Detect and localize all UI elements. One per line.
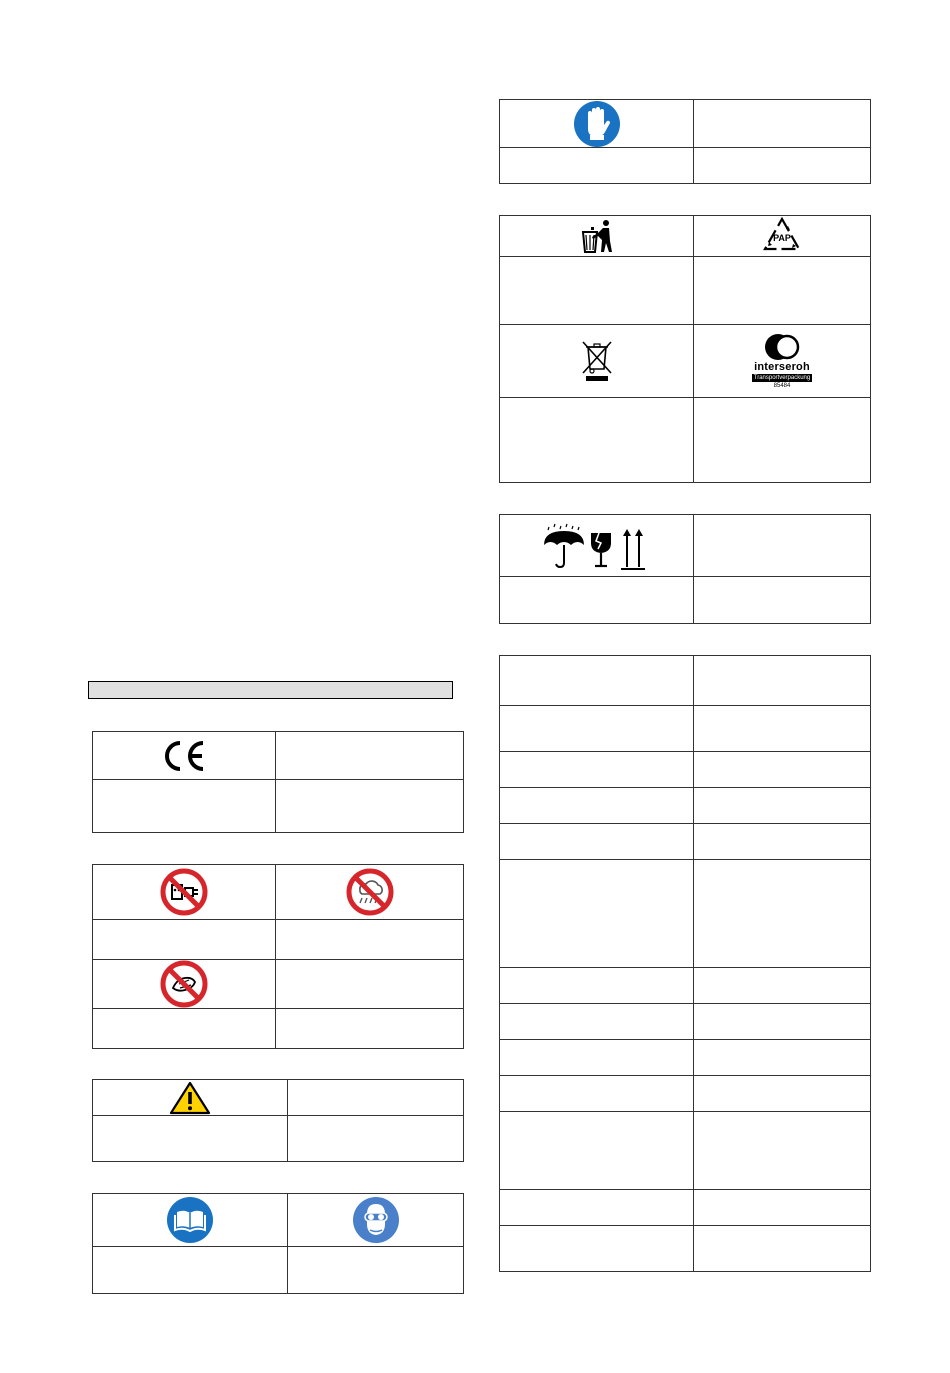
gloves-icon-cell xyxy=(499,99,694,148)
goggles-icon-cell xyxy=(287,1193,464,1247)
spec-value-cell xyxy=(693,1111,871,1190)
spec-label-cell xyxy=(499,787,694,824)
spec-label-cell xyxy=(499,967,694,1004)
spec-value-cell xyxy=(693,967,871,1004)
no-plug-desc-cell xyxy=(92,919,276,960)
keep-dry-fragile-upright-icon xyxy=(541,521,653,571)
interseroh-number: 85484 xyxy=(773,383,791,389)
warning-text-cell xyxy=(287,1079,464,1116)
spec-value-cell xyxy=(693,655,871,706)
disposal-desc-cell xyxy=(499,256,694,325)
spec-label-cell xyxy=(499,1039,694,1076)
spec-value-cell xyxy=(693,787,871,824)
spec-label-cell xyxy=(499,823,694,860)
weee-icon-cell xyxy=(499,324,694,398)
ce-mark-icon xyxy=(161,739,207,773)
spec-value-cell xyxy=(693,751,871,788)
spec-label-cell xyxy=(499,655,694,706)
ce-desc-cell xyxy=(92,779,276,833)
warning-desc-cell-2 xyxy=(287,1115,464,1162)
no-rain-icon xyxy=(346,868,394,916)
keep-dry-icon xyxy=(544,524,584,567)
no-hand-desc-cell xyxy=(92,1008,276,1049)
spec-value-cell xyxy=(693,823,871,860)
spec-label-cell xyxy=(499,1003,694,1040)
no-rain-desc-cell xyxy=(275,919,464,960)
spec-label-cell xyxy=(499,751,694,788)
ce-icon-cell xyxy=(92,731,276,780)
warning-icon-cell xyxy=(92,1079,288,1116)
interseroh-name: interseroh xyxy=(754,361,810,373)
no-plug-icon xyxy=(160,868,208,916)
spec-value-cell xyxy=(693,705,871,752)
interseroh-desc-cell xyxy=(693,397,871,483)
gloves-text-cell xyxy=(693,99,871,148)
spec-value-cell xyxy=(693,1039,871,1076)
no-hand-desc-cell-2 xyxy=(275,1008,464,1049)
no-hand-text-cell xyxy=(275,959,464,1009)
spec-label-cell xyxy=(499,1225,694,1272)
goggles-desc-cell xyxy=(287,1246,464,1294)
weee-bin-icon xyxy=(580,339,614,383)
interseroh-circles-icon xyxy=(764,332,800,362)
spec-value-cell xyxy=(693,859,871,968)
no-hand-icon xyxy=(160,960,208,1008)
manual-icon-cell xyxy=(92,1193,288,1247)
spec-label-cell xyxy=(499,705,694,752)
warning-triangle-icon xyxy=(169,1081,211,1115)
spec-label-cell xyxy=(499,1111,694,1190)
spec-label-cell xyxy=(499,1189,694,1226)
interseroh-logo-cell xyxy=(693,324,871,398)
spec-label-cell xyxy=(499,859,694,968)
ce-text-cell xyxy=(275,731,464,780)
handling-desc-cell xyxy=(499,576,694,624)
spec-value-cell xyxy=(693,1225,871,1272)
spec-value-cell xyxy=(693,1003,871,1040)
interseroh-tagline: Transportverpackung xyxy=(753,375,811,381)
recycling-icon-cell xyxy=(693,215,871,257)
spec-value-cell xyxy=(693,1075,871,1112)
interseroh-logo xyxy=(752,332,812,390)
disposal-icon-cell xyxy=(499,215,694,257)
spec-label-cell xyxy=(499,1075,694,1112)
section-header-bar xyxy=(88,681,453,699)
manual-desc-cell xyxy=(92,1246,288,1294)
recycling-code: PAP xyxy=(773,233,791,243)
handling-desc-cell-2 xyxy=(693,576,871,624)
handling-icon-cell xyxy=(499,514,694,577)
this-way-up-icon xyxy=(621,529,645,569)
wear-goggles-icon xyxy=(352,1196,400,1244)
weee-desc-cell xyxy=(499,397,694,483)
ce-desc-cell-2 xyxy=(275,779,464,833)
no-hand-cell xyxy=(92,959,276,1009)
wear-gloves-icon xyxy=(573,100,621,148)
no-rain-cell xyxy=(275,864,464,920)
handling-text-cell xyxy=(693,514,871,577)
recycling-desc-cell xyxy=(693,256,871,325)
no-plug-cell xyxy=(92,864,276,920)
fragile-icon xyxy=(591,533,611,566)
spec-value-cell xyxy=(693,1189,871,1226)
read-manual-icon xyxy=(166,1196,214,1244)
gloves-desc-cell-2 xyxy=(693,147,871,184)
gloves-desc-cell xyxy=(499,147,694,184)
warning-desc-cell xyxy=(92,1115,288,1162)
tidyman-disposal-icon xyxy=(577,216,617,256)
pap-recycling-icon xyxy=(760,216,804,256)
